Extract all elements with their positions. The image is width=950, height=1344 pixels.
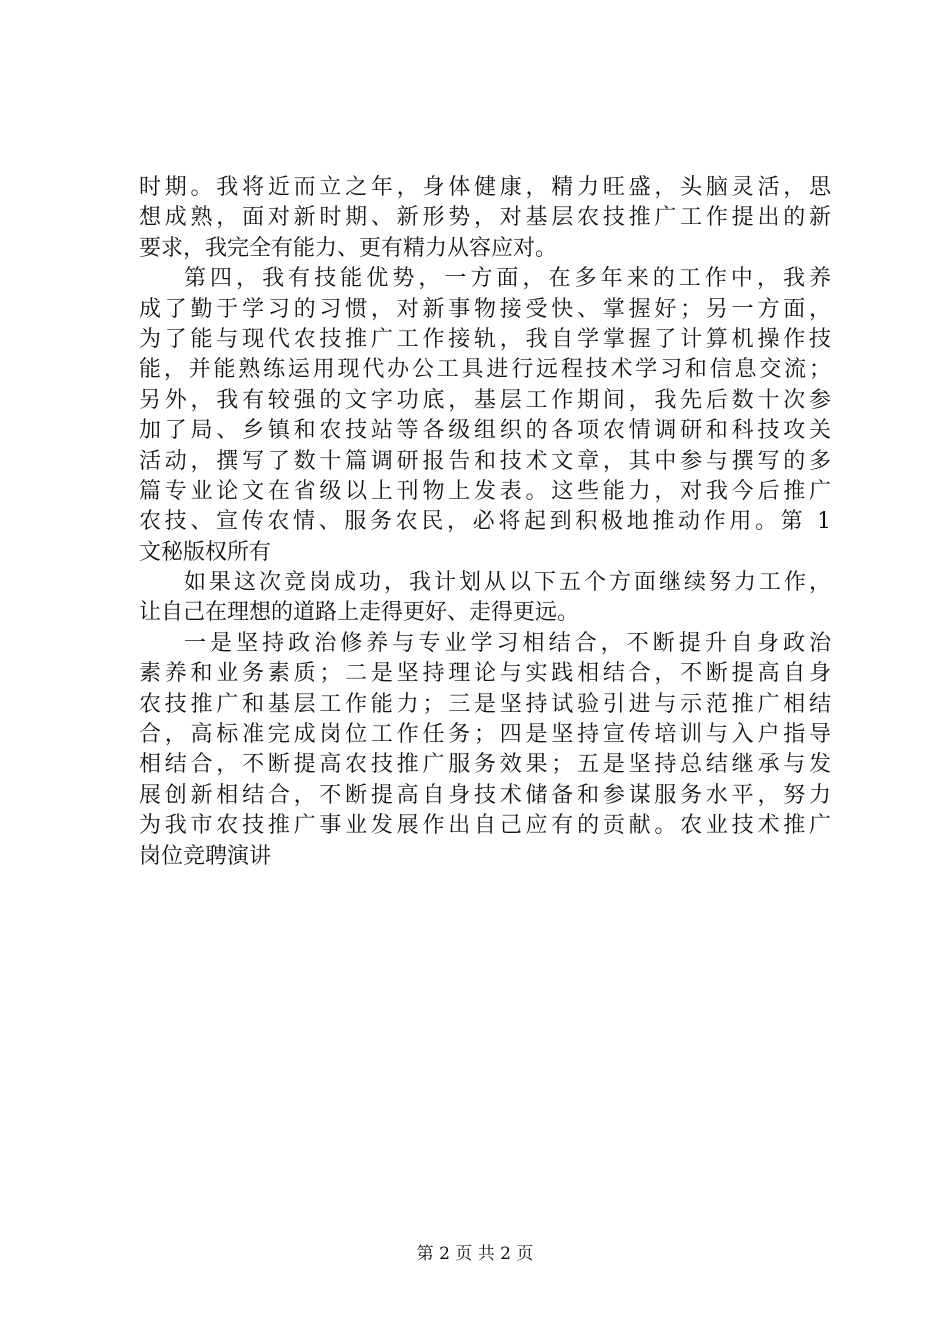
text-line: 成了勤于学习的习惯，对新事物接受快、掌握好；另一方面， (139, 296, 831, 322)
text-line: 合，高标准完成岗位工作任务；四是坚持宣传培训与入户指导 (139, 722, 831, 748)
text-line: 让自己在理想的道路上走得更好、走得更远。 (139, 600, 580, 626)
text-line: 活动，撰写了数十篇调研报告和技术文章，其中参与撰写的多 (139, 448, 831, 474)
text-line: 想成熟，面对新时期、新形势，对基层农技推广工作提出的新 (139, 205, 831, 231)
text-line: 时期。我将近而立之年，身体健康，精力旺盛，头脑灵活，思 (139, 175, 831, 200)
text-line: 为了能与现代农技推广工作接轨，我自学掌握了计算机操作技 (139, 326, 831, 352)
text-line: 加了局、乡镇和农技站等各级组织的各项农情调研和科技攻关 (139, 418, 831, 444)
page-number-footer: 第 2 页 共 2 页 (416, 1244, 534, 1264)
text-line: 文秘版权所有 (139, 539, 272, 565)
text-line: 一是坚持政治修养与专业学习相结合，不断提升自身政治 (184, 630, 831, 656)
text-line: 能，并能熟练运用现代办公工具进行远程技术学习和信息交流； (139, 357, 831, 383)
text-line: 农技推广和基层工作能力；三是坚持试验引进与示范推广相结 (139, 691, 831, 717)
text-line: 岗位竞聘演讲 (139, 843, 272, 869)
text-line: 第四，我有技能优势，一方面，在多年来的工作中，我养 (184, 266, 831, 292)
text-line: 为我市农技推广事业发展作出自己应有的贡献。农业技术推广 (139, 813, 831, 839)
text-line: 要求，我完全有能力、更有精力从容应对。 (139, 235, 558, 261)
text-line: 如果这次竞岗成功，我计划从以下五个方面继续努力工作， (184, 570, 831, 596)
text-line: 相结合，不断提高农技推广服务效果；五是坚持总结继承与发 (139, 752, 831, 778)
text-line: 素养和业务素质；二是坚持理论与实践相结合，不断提高自身 (139, 661, 831, 687)
text-line: 篇专业论文在省级以上刊物上发表。这些能力，对我今后推广 (139, 478, 831, 504)
text-line: 展创新相结合，不断提高自身技术储备和参谋服务水平，努力 (139, 782, 831, 808)
text-line: 农技、宣传农情、服务农民，必将起到积极地推动作用。第 1 (139, 509, 831, 535)
text-line: 另外，我有较强的文字功底，基层工作期间，我先后数十次参 (139, 387, 831, 413)
document-body (139, 173, 831, 872)
